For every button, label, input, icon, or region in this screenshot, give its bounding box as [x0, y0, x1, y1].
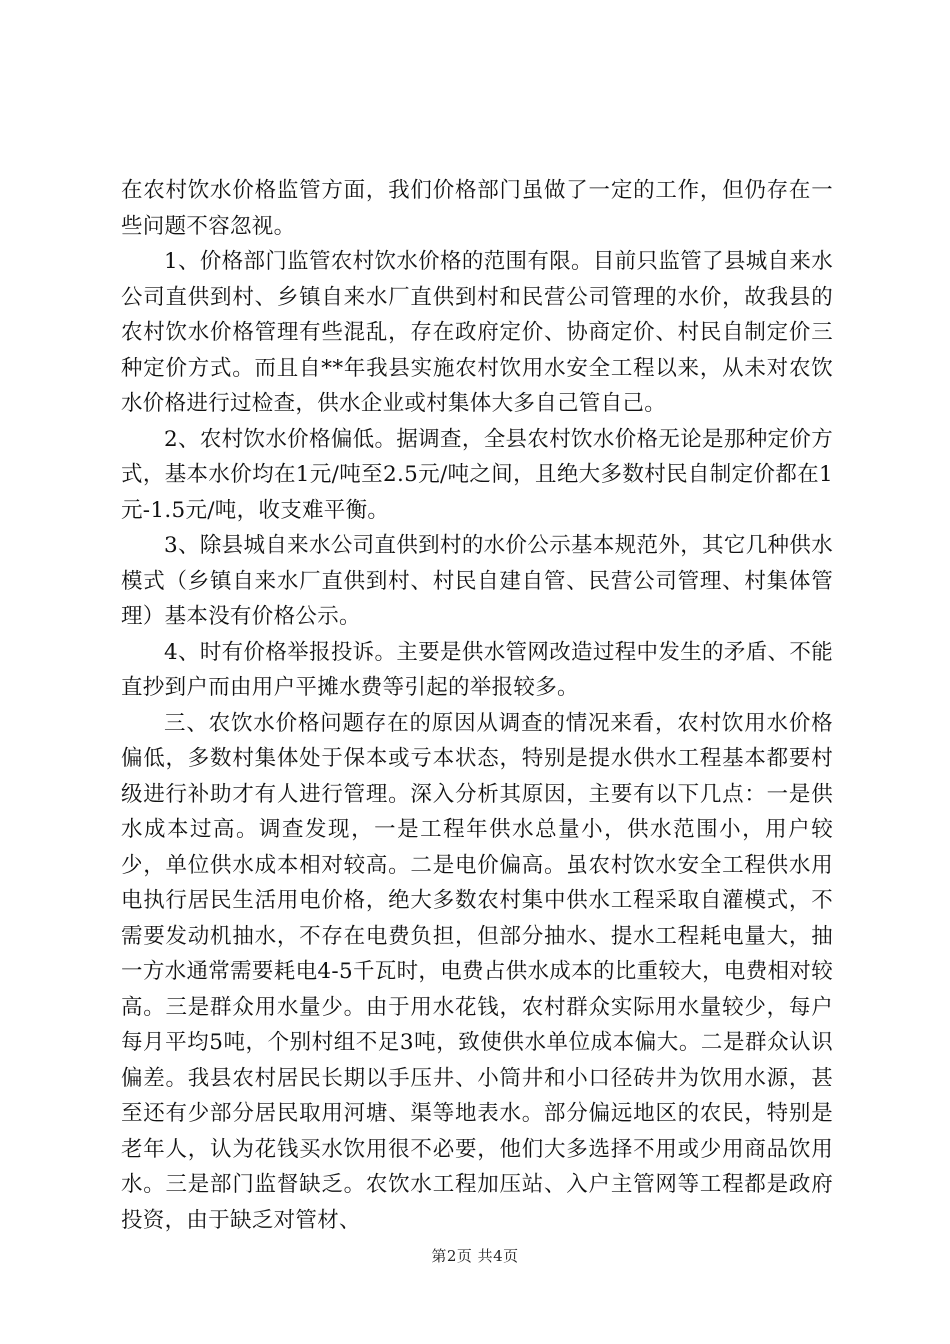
- page-footer: 第2页 共4页: [431, 1247, 519, 1265]
- paragraph-point-2: 2、农村饮水价格偏低。据调查，全县农村饮水价格无论是那种定价方式，基本水价均在1元/吨至2.5元/吨之间，且绝大多数村民自制定价都在1元-1.5元/吨，收支难平衡。: [121, 426, 833, 523]
- paragraph-section-3: 三、农饮水价格问题存在的原因从调查的情况来看，农村饮用水价格偏低，多数村集体处于保本或亏本状态，特别是提水供水工程基本都要村级进行补助才有人进行管理。深入分析其原因，主要有以下几点：一是供水成本过高。调查发现，一是工程年供水总量小，供水范围小，用户较少，单位供水成本相对较高。二是电价偏高。虽农村饮水安全工程供水用电执行居民生活用电价格，绝大多数农村集中供水工程采取自灌模式，不需要发动机抽水，不存在电费负担，但部分抽水、提水工程耗电量大，抽一方水通常需要耗电4-5千瓦时，电费占供水成本的比重较大，电费相对较高。三是群众用水量少。由于用水花钱，农村群众实际用水量较少，每户每月平均5吨，个别村组不足3吨，致使供水单位成本偏大。二是群众认识偏差。我县农村居民长期以手压井、小筒井和小口径砖井为饮用水源，甚至还有少部分居民取用河塘、渠等地表水。部分偏远地区的农民，特别是老年人，认为花钱买水饮用很不必要，他们大多选择不用或少用商品饮用水。三是部门监督缺乏。农饮水工程加压站、入户主管网等工程都是政府投资，由于缺乏对管材、: [121, 710, 833, 1233]
- paragraph-point-4: 4、时有价格举报投诉。主要是供水管网改造过程中发生的矛盾、不能直抄到户而由用户平摊水费等引起的举报较多。: [121, 639, 833, 700]
- paragraph-point-3: 3、除县城自来水公司直供到村的水价公示基本规范外，其它几种供水模式（乡镇自来水厂直供到村、村民自建自管、民营公司管理、村集体管理）基本没有价格公示。: [121, 533, 833, 629]
- paragraph-intro: 在农村饮水价格监管方面，我们价格部门虽做了一定的工作，但仍存在一些问题不容忽视。: [121, 178, 833, 239]
- paragraph-point-1: 1、价格部门监管农村饮水价格的范围有限。目前只监管了县城自来水公司直供到村、乡镇自来水厂直供到村和民营公司管理的水价，故我县的农村饮水价格管理有些混乱，存在政府定价、协商定价、村民自制定价三种定价方式。而且自**年我县实施农村饮用水安全工程以来，从未对农饮水价格进行过检查，供水企业或村集体大多自己管自己。: [121, 249, 833, 416]
- document-body: [121, 173, 833, 1238]
